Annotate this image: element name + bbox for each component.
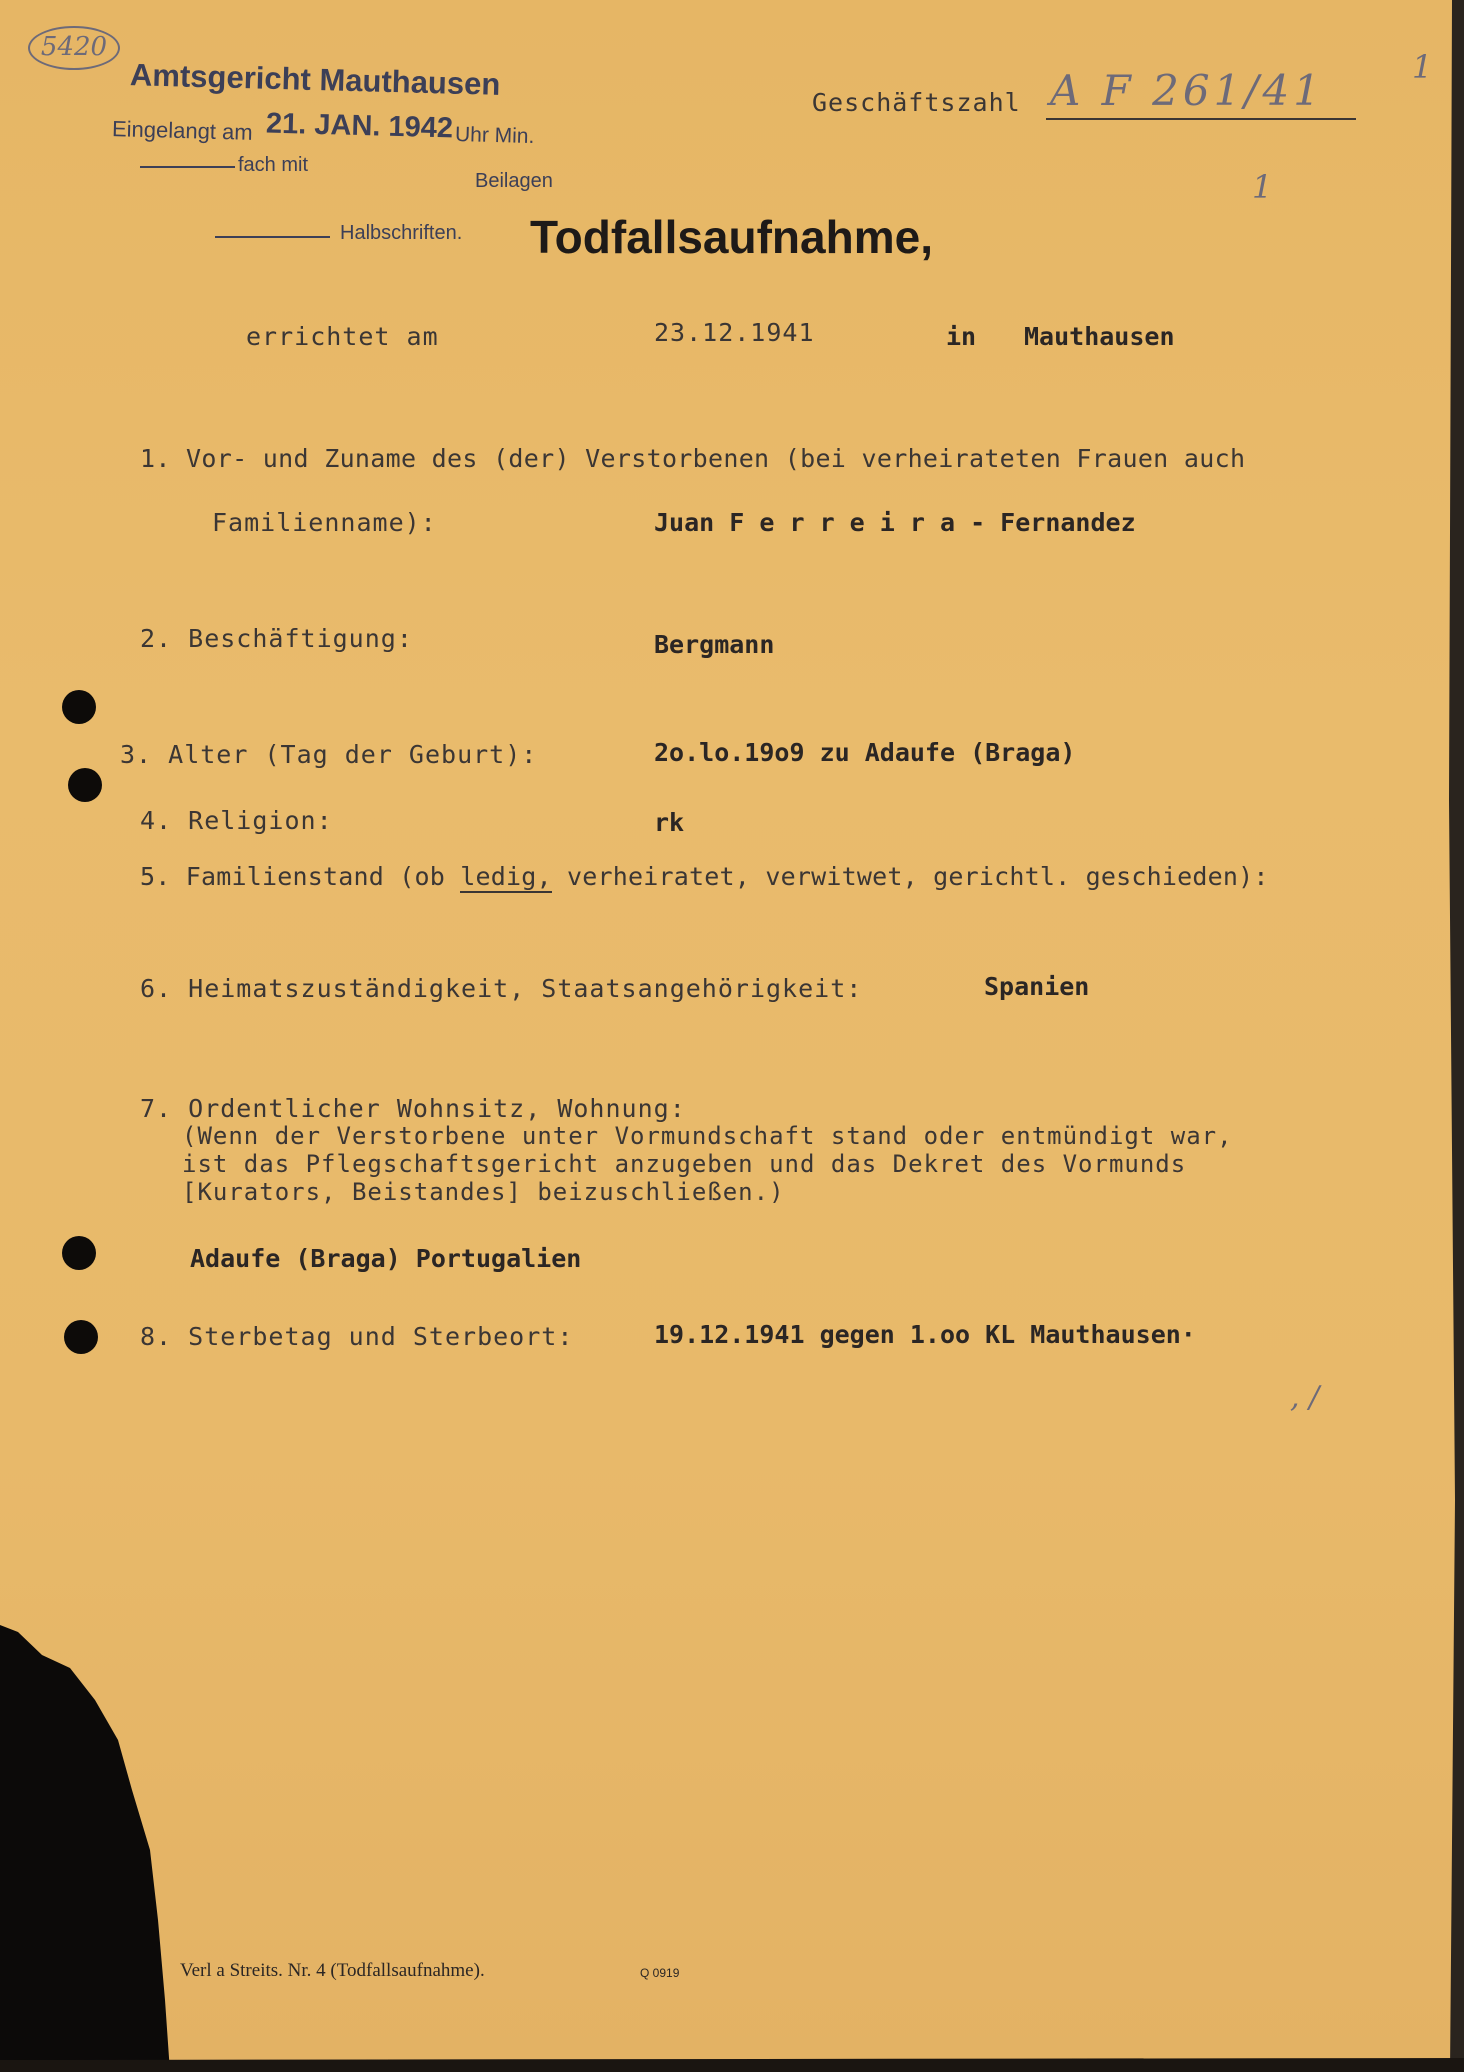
punch-hole xyxy=(62,1236,96,1270)
punch-hole xyxy=(62,690,96,724)
name-label: 1. Vor- und Zuname des (der) Verstorbenen (bei verheirateten Frauen auch xyxy=(140,444,1246,473)
court-stamp-name: Amtsgericht Mauthausen xyxy=(129,57,501,102)
case-number-label: Geschäftszahl xyxy=(812,88,1021,117)
margin-mark-below: 1 xyxy=(1252,168,1273,206)
punch-hole xyxy=(68,768,102,802)
occupation-value: Bergmann xyxy=(654,630,775,659)
stray-ink-marks: , / xyxy=(1290,1380,1320,1415)
age-value: 2o.lo.19o9 zu Adaufe (Braga) xyxy=(654,738,1076,767)
established-in-label: in xyxy=(946,322,977,351)
marital-prefix: 5. Familienstand (ob xyxy=(140,862,461,891)
name-value: Juan F e r r e i r a - Fernandez xyxy=(654,508,1136,537)
established-place: Mauthausen xyxy=(1024,322,1175,351)
residence-value: Adaufe (Braga) Portugalien xyxy=(190,1244,582,1273)
marital-selected-option: ledig, xyxy=(460,862,552,891)
stamp-half-copies-label: Halbschriften. xyxy=(340,222,463,244)
stamp-time-label: Uhr Min. xyxy=(454,122,535,149)
death-label: 8. Sterbetag und Sterbeort: xyxy=(140,1322,574,1351)
form-footer-code: Q 0919 xyxy=(640,1966,680,1980)
form-footer-name: Verl a Streits. Nr. 4 (Todfallsaufnahme). xyxy=(180,1960,485,1981)
residence-note-line-2: ist das Pflegschaftsgericht anzugeben und das Dekret des Vormunds xyxy=(182,1150,1187,1178)
death-value: 19.12.1941 gegen 1.oo KL Mauthausen· xyxy=(654,1320,1196,1349)
case-number-handwritten: A F 261/41 xyxy=(1050,66,1324,115)
established-label: errichtet am xyxy=(246,322,439,351)
document-title: Todfallsaufnahme, xyxy=(530,211,933,263)
margin-mark-top: 1 xyxy=(1412,48,1433,86)
case-number-underline xyxy=(1046,118,1356,120)
stamp-received-label: Eingelangt am xyxy=(111,116,253,145)
margin-circled-number: 5420 xyxy=(28,26,120,70)
residence-note-line-3: [Kurators, Beistandes] beizuschließen.) xyxy=(182,1178,785,1206)
established-date: 23.12.1941 xyxy=(654,318,815,347)
citizenship-value: Spanien xyxy=(984,972,1090,1001)
punch-hole xyxy=(64,1320,98,1354)
residence-label: 7. Ordentlicher Wohnsitz, Wohnung: xyxy=(140,1094,686,1123)
religion-label: 4. Religion: xyxy=(140,806,333,835)
religion-value: rk xyxy=(654,808,685,837)
citizenship-label: 6. Heimatszuständigkeit, Staatsangehörigkeit: xyxy=(140,974,863,1003)
stamp-attachments-label: Beilagen xyxy=(475,170,553,192)
occupation-label: 2. Beschäftigung: xyxy=(140,624,413,653)
name-label-continuation: Familienname): xyxy=(212,508,437,537)
age-label: 3. Alter (Tag der Geburt): xyxy=(120,740,538,769)
stamp-received-date: 21. JAN. 1942 xyxy=(265,107,454,145)
stamp-copies-label: fach mit xyxy=(238,154,309,176)
residence-note-line-1: (Wenn der Verstorbene unter Vormundschaft stand oder entmündigt war, xyxy=(182,1122,1233,1150)
marital-status-label xyxy=(140,862,1269,891)
marital-suffix: verheiratet, verwitwet, gerichtl. geschieden): xyxy=(551,862,1269,891)
stamp-line-2 xyxy=(215,236,330,238)
stamp-line-1 xyxy=(140,166,235,168)
